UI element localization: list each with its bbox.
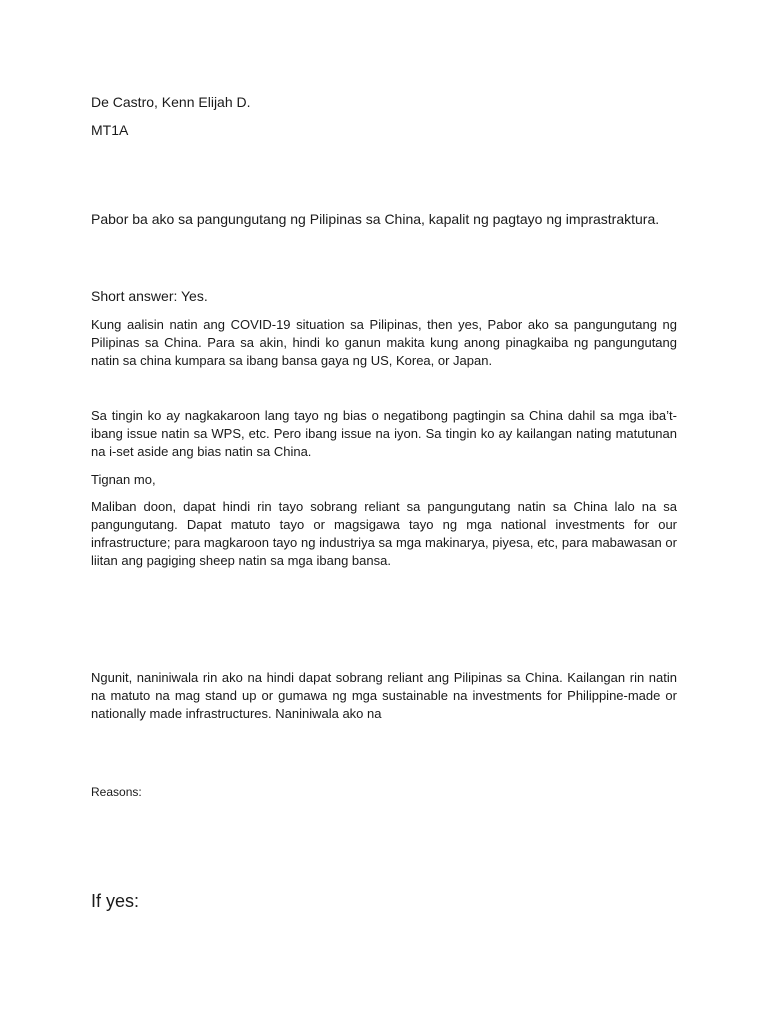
essay-question: Pabor ba ako sa pangungutang ng Pilipinas sa China, kapalit ng pagtayo ng imprastraktura. (91, 211, 660, 227)
if-yes-label: If yes: (91, 891, 140, 911)
reasons-label: Reasons: (91, 785, 142, 799)
short-answer: Short answer: Yes. (91, 288, 208, 304)
paragraph-5: Ngunit, naniniwala rin ako na hindi dapat sobrang reliant ang Pilipinas sa China. Kailangan rin natin na matuto na mag stand up or gumawa ng mga sustainable na investments for Philippine-made or nationally made infrastructures. Naniniwala ako na (91, 670, 677, 721)
paragraph-1: Kung aalisin natin ang COVID-19 situation sa Pilipinas, then yes, Pabor ako sa pangungutang ng Pilipinas sa China. Para sa akin, hindi ko ganun makita kung anong pinagkaiba ng pangungutang natin sa china kumpara sa ibang bansa gaya ng US, Korea, or Japan. (91, 317, 677, 368)
paragraph-2: Sa tingin ko ay nagkakaroon lang tayo ng bias o negatibong pagtingin sa China dahil sa mga iba’t-ibang issue natin sa WPS, etc. Pero ibang issue na iyon. Sa tingin ko ay kailangan nating matutunan na i-set aside ang bias natin sa China. (91, 408, 677, 459)
paragraph-4: Maliban doon, dapat hindi rin tayo sobrang reliant sa pangungutang natin sa China lalo na sa pangungutang. Dapat matuto tayo or magsigawa tayo ng mga national investments for our infrastructure; para magkaroon tayo ng industriya sa mga makinarya, piyesa, etc, para mabawasan or liitan ang pagiging sheep natin sa mga ibang bansa. (91, 499, 677, 568)
paragraph-3: Tignan mo, (91, 472, 156, 487)
class-section: MT1A (91, 122, 129, 138)
author-name: De Castro, Kenn Elijah D. (91, 94, 251, 110)
